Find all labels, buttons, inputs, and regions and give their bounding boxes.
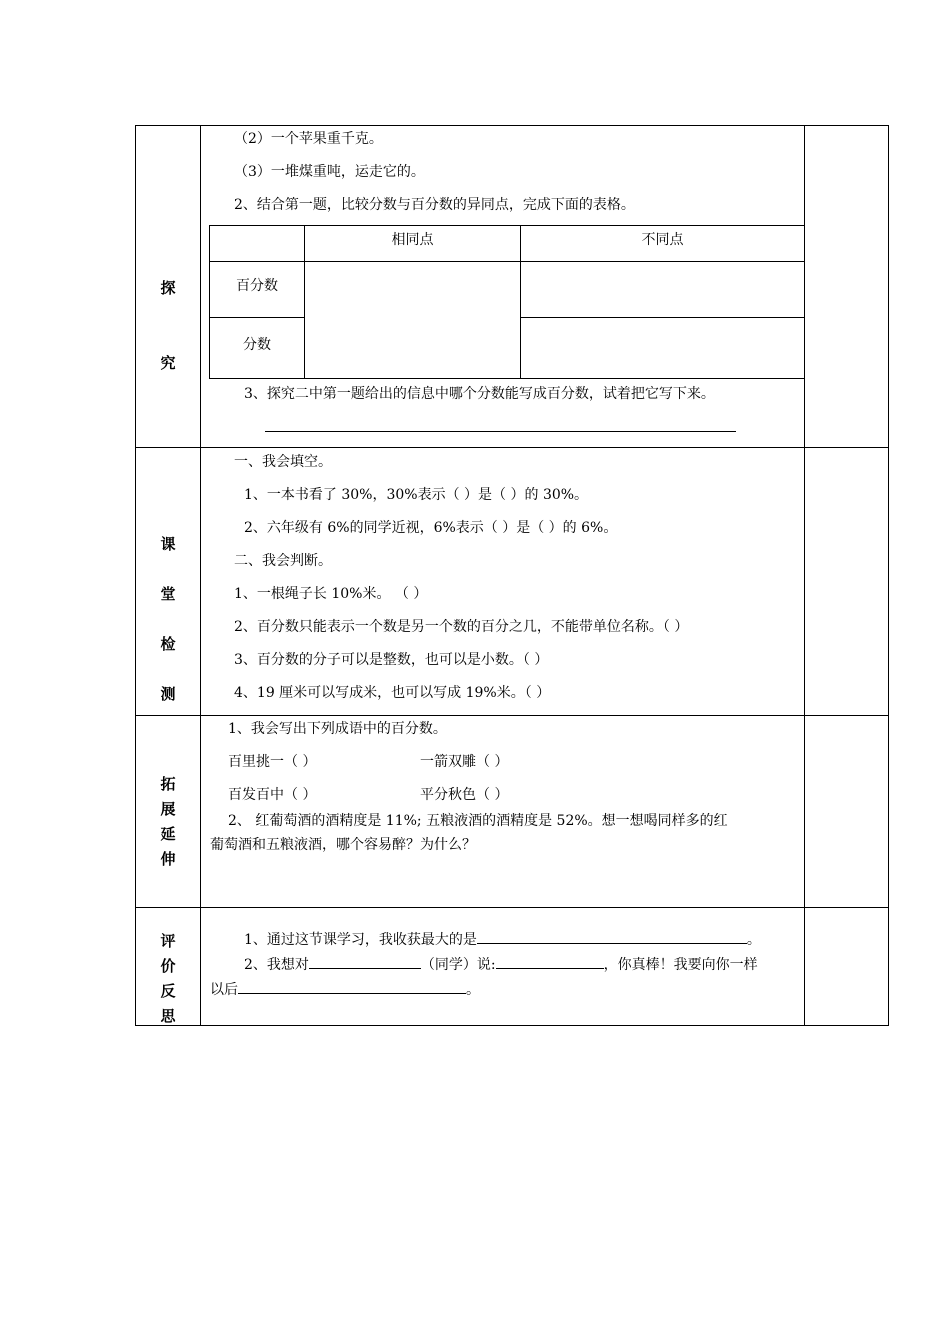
section-label-explore-1: 探 (160, 279, 176, 297)
reflect-blank-2[interactable] (309, 955, 421, 969)
section-label-extend-1: 拓 (160, 775, 176, 793)
table-row-percent: 百分数 (236, 278, 278, 294)
reflect-blank-1[interactable] (477, 930, 747, 944)
reflect-line-1-text: 1、通过这节课学习，我收获最大的是 (244, 932, 477, 948)
table-bottom-border (135, 1025, 889, 1026)
reflect-blank-3[interactable] (496, 955, 604, 969)
idiom-3: 百发百中（ ） (228, 787, 317, 803)
idiom-2: 一箭双雕（ ） (420, 754, 509, 770)
answer-line (265, 431, 736, 432)
section-label-reflect-4: 思 (160, 1007, 176, 1025)
check-line-2: 1、一本书看了 30%，30%表示（ ）是（ ）的 30%。 (244, 487, 589, 503)
reflect-blank-4[interactable] (238, 980, 466, 994)
section-divider-1 (135, 447, 889, 448)
extend-line-2b: 葡萄酒和五粮液酒，哪个容易醉？为什么？ (210, 837, 476, 853)
extend-line-2a: 2、 红葡萄酒的酒精度是 11%; 五粮液酒的酒精度是 52%。想一想喝同样多的红 (228, 813, 728, 829)
reflect-line-1-end: 。 (746, 932, 761, 948)
check-line-8: 4、19 厘米可以写成米，也可以写成 19%米。（ ） (234, 685, 551, 701)
section-label-check-2: 堂 (160, 585, 176, 603)
extend-line-1: 1、我会写出下列成语中的百分数。 (228, 721, 447, 737)
check-line-1: 一、我会填空。 (234, 454, 332, 470)
section-label-extend-4: 伸 (160, 850, 176, 868)
table-top-border (135, 125, 889, 126)
explore-line-3: 2、结合第一题，比较分数与百分数的异同点，完成下面的表格。 (234, 197, 635, 213)
section-label-extend-2: 展 (160, 800, 176, 818)
reflect-line-2-text: 2、我想对 (244, 957, 309, 973)
label-column-divider (200, 125, 201, 1026)
reflect-line-2-mid: （同学）说: (420, 957, 496, 973)
reflect-line-3-text: 以后 (210, 982, 238, 998)
check-line-3: 2、六年级有 6%的同学近视，6%表示（ ）是（ ）的 6%。 (244, 520, 618, 536)
reflect-line-3 (210, 980, 480, 999)
section-divider-3 (135, 907, 889, 908)
reflect-line-2-end: ，你真棒！我要向你一样 (603, 957, 758, 973)
section-label-reflect-2: 价 (160, 957, 176, 975)
section-label-check-1: 课 (160, 535, 176, 553)
section-label-check-4: 测 (160, 685, 176, 703)
section-label-reflect-3: 反 (160, 982, 176, 1000)
section-divider-2 (135, 715, 889, 716)
explore-line-1: （2）一个苹果重千克。 (234, 131, 383, 147)
idiom-1: 百里挑一（ ） (228, 754, 317, 770)
table-header-same: 相同点 (391, 232, 434, 248)
check-line-7: 3、百分数的分子可以是整数，也可以是小数。（ ） (234, 652, 549, 668)
reflect-line-2 (244, 955, 758, 974)
section-label-explore-2: 究 (160, 354, 176, 372)
section-label-check-3: 检 (160, 635, 176, 653)
check-line-5: 1、一根绳子长 10%米。 （ ） (234, 586, 428, 602)
check-line-6: 2、百分数只能表示一个数是另一个数的百分之几，不能带单位名称。（ ） (234, 619, 689, 635)
explore-line-4: 3、探究二中第一题给出的信息中哪个分数能写成百分数，试着把它写下来。 (244, 386, 715, 402)
check-line-4: 二、我会判断。 (234, 553, 332, 569)
table-row-fraction: 分数 (243, 337, 271, 353)
explore-line-2: （3）一堆煤重吨，运走它的。 (234, 164, 425, 180)
table-right-border (888, 125, 889, 1026)
right-column-divider (804, 125, 805, 1026)
section-label-extend-3: 延 (160, 825, 176, 843)
table-header-different: 不同点 (641, 232, 684, 248)
table-left-border (135, 125, 136, 1026)
section-label-reflect-1: 评 (160, 932, 176, 950)
reflect-line-3-end: 。 (466, 982, 480, 998)
reflect-line-1 (244, 930, 761, 949)
idiom-4: 平分秋色（ ） (420, 787, 509, 803)
